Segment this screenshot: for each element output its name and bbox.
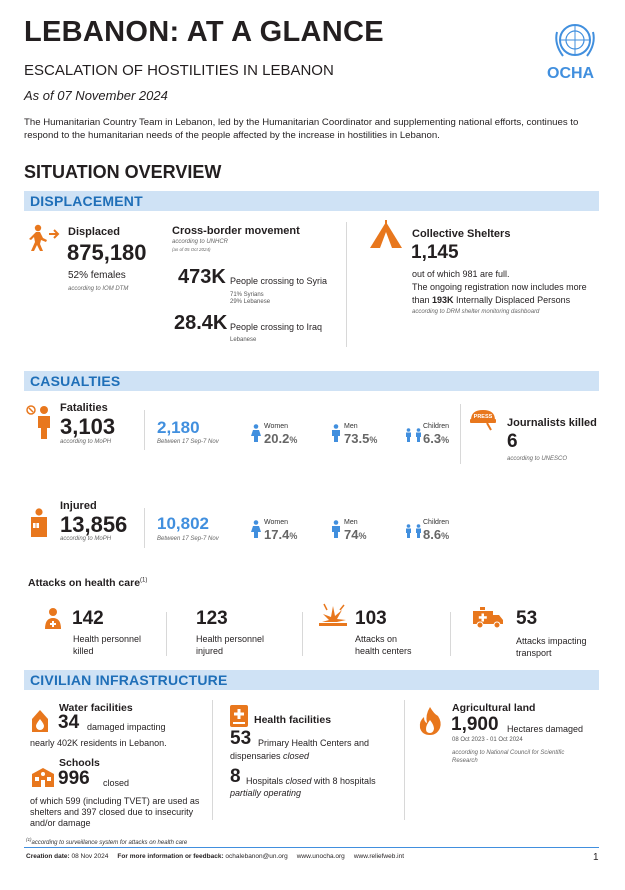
man-icon [330,424,342,442]
reliefweb-link[interactable]: www.reliefweb.int [353,853,405,860]
displacement-band [24,191,599,211]
iraq-label: People crossing to Iraq [230,322,323,332]
agri-source-1: according to National Council for Scientific [452,750,565,756]
health-personnel-killed-value: 142 [72,608,104,629]
syria-syrians: 71% Syrians [230,292,264,298]
injured-source: according to MoPH [60,536,112,542]
page-title: LEBANON: AT A GLANCE [24,16,384,48]
hospitals-text-2: partially operating [230,788,302,798]
agri-date: 08 Oct 2023 - 01 Oct 2024 [452,737,523,743]
casualties-heading: CASUALTIES [30,373,121,389]
water-text-2: nearly 402K residents in Lebanon. [30,738,167,748]
cross-border-label: Cross-border movement [172,225,300,237]
pct-sign: % [441,435,450,445]
phc-value: 53 [230,728,252,749]
divider [450,612,451,656]
agri-source-2: Research [452,758,478,764]
press-text: PRESS [473,414,493,420]
pct-sign: % [289,531,298,541]
transport-attacks-value: 53 [516,608,538,629]
shelters-idp-count: 193K [432,295,454,305]
i-women-label: Women [264,519,288,526]
transport-attacks-line1: Attacks impacting [516,636,587,646]
info-label: For more information or feedback: [117,853,224,860]
water-label: Water facilities [59,702,133,714]
iraq-sub: Lebanese [230,337,257,343]
injured-period-value: 10,802 [157,514,209,533]
un-emblem-icon [551,20,599,64]
displaced-person-icon [28,224,62,252]
health-centers-attacks-line1: Attacks on [355,634,398,644]
cross-border-date: (as of 05 Oct 2024) [172,247,211,252]
children-icon [404,428,424,442]
i-women-pct [264,527,297,542]
fatalities-period: Between 17 Sep-7 Nov [157,439,219,445]
pct-sign: % [369,435,378,445]
divider [166,612,167,656]
health-attacks-title [28,577,147,589]
displaced-females: 52% females [68,270,126,281]
health-centers-attacks-line2: health centers [355,646,412,656]
i-children-value: 8.6 [423,527,442,542]
iraq-value: 28.4K [174,312,228,334]
pct-sign: % [441,531,450,541]
press-icon [469,408,497,434]
creation-date: 08 Nov 2024 [71,853,109,860]
health-personnel-killed-line2: killed [73,646,94,656]
i-men-label: Men [344,519,358,526]
f-men-pct [344,431,377,446]
shelters-full: out of which 981 are full. [412,269,510,279]
shelters-source: according to DRM shelter monitoring dashboard [412,309,540,315]
page-subtitle: ESCALATION OF HOSTILITIES IN LEBANON [24,62,334,79]
shelters-label: Collective Shelters [412,228,511,240]
footnote-text: according to surveillance system for attacks on health care [31,840,188,846]
woman-icon [250,424,262,442]
f-men-label: Men [344,423,358,430]
shelters-text-2 [412,295,570,305]
ambulance-icon [472,606,504,630]
agri-value: 1,900 [451,714,499,735]
explosion-icon [318,602,348,628]
injured-label: Injured [60,500,97,512]
health-personnel-injured-line2: injured [196,646,224,656]
creation-label: Creation date: [26,853,70,860]
ocha-logo: OCHA [547,65,595,82]
shelters-text-2-post: Internally Displaced Persons [453,295,571,305]
footer-rule [24,847,599,848]
fatalities-value: 3,103 [60,414,116,439]
health-facilities-label: Health facilities [254,714,332,726]
water-drop-icon [30,709,50,733]
f-women-value: 20.2 [264,431,290,446]
woman-icon [250,520,262,538]
hospitals-value: 8 [230,766,241,787]
man-icon [330,520,342,538]
fatalities-label: Fatalities [60,402,108,414]
displaced-source: according to IOM DTM [68,286,129,292]
health-personnel-killed-line1: Health personnel [73,634,142,644]
hospitals-text-post: with 8 hospitals [311,776,376,786]
divider [460,404,461,464]
hospitals-text [246,776,376,786]
pct-sign: % [289,435,298,445]
footer-line [26,853,404,860]
f-children-label: Children [423,423,450,430]
journalists-label: Journalists killed [507,417,597,429]
syria-value: 473K [178,266,226,288]
f-children-value: 6.3 [423,431,442,446]
i-children-pct [423,527,449,542]
shelters-text-1: The ongoing registration now includes more [412,282,587,292]
i-men-value: 74 [344,527,359,542]
contact-email-link[interactable]: ochalebanon@un.org [225,853,288,860]
divider [346,222,347,347]
footnote-mark: (1) [140,577,148,584]
divider [404,700,405,820]
i-men-pct [344,527,366,542]
phc-text: Primary Health Centers and [258,738,370,748]
journalists-value: 6 [507,431,518,452]
water-value: 34 [58,712,80,733]
casualties-band [24,371,599,391]
f-children-pct [423,431,449,446]
health-facility-icon [230,705,248,727]
phc-text-2-closed: closed [283,751,310,761]
hospitals-text-closed: closed [285,776,312,786]
agri-label: Agricultural land [452,702,536,714]
unocha-link[interactable]: www.unocha.org [296,853,345,860]
schools-text: closed [103,778,130,788]
schools-text-2: of which 599 (including TVET) are used as [30,796,200,806]
situation-overview-title: SITUATION OVERVIEW [24,162,222,182]
displaced-label: Displaced [68,226,120,238]
schools-value: 996 [58,768,90,789]
schools-label: Schools [59,757,100,769]
fatality-person-icon [26,404,56,440]
footnote-mark: (1) [26,837,32,842]
tent-icon [368,220,404,250]
syria-lebanese: 29% Lebanese [230,299,271,305]
injured-value: 13,856 [60,512,128,537]
syria-label: People crossing to Syria [230,276,328,286]
f-women-label: Women [264,423,288,430]
health-worker-icon [44,607,62,629]
injured-period: Between 17 Sep-7 Nov [157,536,219,542]
health-personnel-injured-line1: Health personnel [196,634,265,644]
injured-person-icon [28,508,50,538]
health-centers-attacks-value: 103 [355,608,387,629]
school-icon [30,766,56,788]
i-women-value: 17.4 [264,527,290,542]
fatalities-period-value: 2,180 [157,418,200,437]
intro-text: The Humanitarian Country Team in Lebanon, led by the Humanitarian Coordinator and supplementing national efforts, continues to respond to the humanitarian needs of the people affected by the increase in hostilities in Lebanon. [24,117,579,141]
f-women-pct [264,431,297,446]
divider [144,410,145,450]
water-text: damaged impacting [87,722,166,732]
cross-border-source: according to UNHCR [172,239,229,245]
infrastructure-band [24,670,599,690]
fire-icon [418,706,442,736]
displaced-value: 875,180 [67,240,147,265]
page-number: 1 [593,852,599,863]
shelters-value: 1,145 [411,242,459,263]
report-date: As of 07 November 2024 [24,88,168,103]
phc-text-2 [230,751,309,761]
hospitals-text-pre: Hospitals [246,776,286,786]
i-children-label: Children [423,519,450,526]
children-icon [404,524,424,538]
journalists-source: according to UNESCO [507,456,568,462]
infrastructure-heading: CIVILIAN INFRASTRUCTURE [30,672,228,688]
divider [144,508,145,548]
agri-text: Hectares damaged [507,724,584,734]
pct-sign: % [358,531,367,541]
f-men-value: 73.5 [344,431,370,446]
health-attacks-title-text: Attacks on health care [28,577,141,589]
transport-attacks-line2: transport [516,648,552,658]
schools-text-4: and/or damage [30,818,91,828]
divider [302,612,303,656]
displacement-heading: DISPLACEMENT [30,193,143,209]
phc-text-2-pre: dispensaries [230,751,284,761]
shelters-text-2-pre: than [412,295,433,305]
health-personnel-injured-value: 123 [196,608,228,629]
divider [212,700,213,820]
footnote [26,837,187,846]
fatalities-source: according to MoPH [60,439,112,445]
schools-text-3: shelters and 397 closed due to insecurity [30,807,194,817]
